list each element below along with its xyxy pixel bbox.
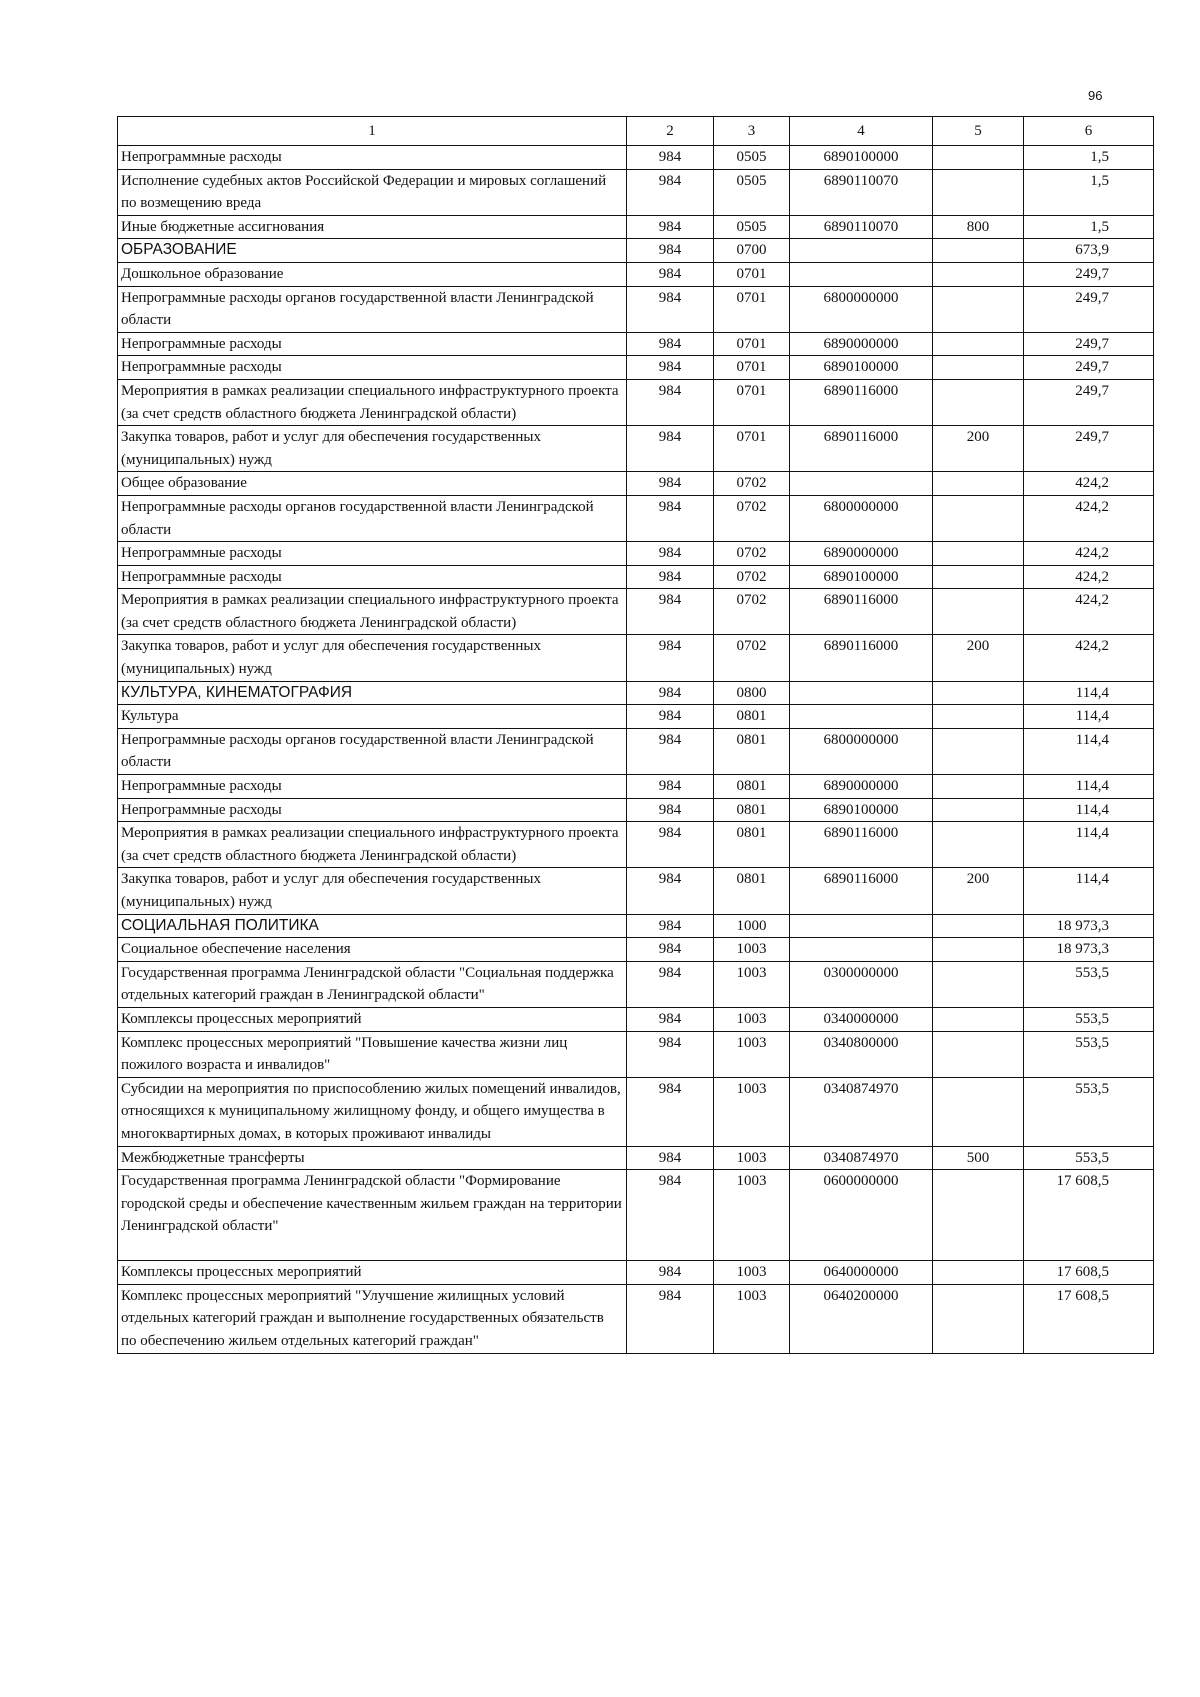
ministry-code-cell: 984 [627, 1077, 714, 1146]
table-row [118, 914, 1154, 938]
expense-type-cell [933, 705, 1024, 729]
amount-cell: 249,7 [1024, 426, 1154, 472]
ministry-code-cell: 984 [627, 1261, 714, 1285]
amount-cell: 249,7 [1024, 332, 1154, 356]
table-row [118, 146, 1154, 170]
expense-type-cell [933, 379, 1024, 425]
item-name-cell: Непрограммные расходы [118, 775, 627, 799]
expense-type-cell [933, 681, 1024, 705]
item-name-cell: Закупка товаров, работ и услуг для обеспечения государственных (муниципальных) нужд [118, 868, 627, 914]
table-row [118, 472, 1154, 496]
target-article-cell: 0640200000 [790, 1284, 933, 1353]
table-row [118, 426, 1154, 472]
target-article-cell [790, 262, 933, 286]
amount-cell: 114,4 [1024, 728, 1154, 774]
table-row [118, 1170, 1154, 1261]
expense-type-cell [933, 1077, 1024, 1146]
section-code-cell: 0702 [714, 472, 790, 496]
table-header-row [118, 117, 1154, 146]
table-row [118, 542, 1154, 566]
section-code-cell: 0505 [714, 215, 790, 239]
table-row [118, 332, 1154, 356]
target-article-cell [790, 472, 933, 496]
target-article-cell: 6890116000 [790, 868, 933, 914]
target-article-cell: 6890116000 [790, 589, 933, 635]
section-code-cell: 0702 [714, 635, 790, 681]
section-code-cell: 0801 [714, 868, 790, 914]
target-article-cell: 6890116000 [790, 426, 933, 472]
amount-cell: 424,2 [1024, 495, 1154, 541]
amount-cell: 17 608,5 [1024, 1284, 1154, 1353]
expense-type-cell [933, 472, 1024, 496]
ministry-code-cell: 984 [627, 728, 714, 774]
table-row [118, 822, 1154, 868]
amount-cell: 553,5 [1024, 961, 1154, 1007]
section-code-cell: 0800 [714, 681, 790, 705]
item-name-cell: Иные бюджетные ассигнования [118, 215, 627, 239]
expense-type-cell [933, 1170, 1024, 1261]
section-code-cell: 0801 [714, 705, 790, 729]
section-code-cell: 1003 [714, 1077, 790, 1146]
table-row [118, 938, 1154, 962]
ministry-code-cell: 984 [627, 961, 714, 1007]
amount-cell: 553,5 [1024, 1077, 1154, 1146]
item-name-cell: Общее образование [118, 472, 627, 496]
amount-cell: 114,4 [1024, 681, 1154, 705]
expense-type-cell [933, 356, 1024, 380]
ministry-code-cell: 984 [627, 1170, 714, 1261]
ministry-code-cell: 984 [627, 472, 714, 496]
ministry-code-cell: 984 [627, 239, 714, 263]
ministry-code-cell: 984 [627, 868, 714, 914]
table-row [118, 356, 1154, 380]
amount-cell: 249,7 [1024, 356, 1154, 380]
ministry-code-cell: 984 [627, 635, 714, 681]
section-code-cell: 0700 [714, 239, 790, 263]
item-name-cell: Непрограммные расходы [118, 565, 627, 589]
expense-type-cell [933, 822, 1024, 868]
section-code-cell: 0505 [714, 146, 790, 170]
table-row [118, 169, 1154, 215]
item-name-cell: Межбюджетные трансферты [118, 1146, 627, 1170]
target-article-cell: 6800000000 [790, 286, 933, 332]
item-name-cell: Государственная программа Ленинградской области "Социальная поддержка отдельных категорий граждан в Ленинградской области" [118, 961, 627, 1007]
item-name-cell: Субсидии на мероприятия по приспособлению жилых помещений инвалидов, относящихся к муниципальному жилищному фонду, и общего имущества в многоквартирных домах, в которых проживают инвалиды [118, 1077, 627, 1146]
ministry-code-cell: 984 [627, 1284, 714, 1353]
item-name-cell: Комплексы процессных мероприятий [118, 1007, 627, 1031]
table-row [118, 681, 1154, 705]
item-name-cell: Дошкольное образование [118, 262, 627, 286]
ministry-code-cell: 984 [627, 775, 714, 799]
expense-type-cell [933, 239, 1024, 263]
expense-type-cell [933, 798, 1024, 822]
target-article-cell: 6890000000 [790, 775, 933, 799]
amount-cell: 1,5 [1024, 146, 1154, 170]
section-code-cell: 0702 [714, 565, 790, 589]
target-article-cell [790, 938, 933, 962]
amount-cell: 17 608,5 [1024, 1261, 1154, 1285]
section-code-cell: 1003 [714, 1007, 790, 1031]
column-header: 4 [790, 117, 933, 146]
item-name-cell: Непрограммные расходы [118, 356, 627, 380]
section-code-cell: 0801 [714, 775, 790, 799]
table-row [118, 635, 1154, 681]
table-row [118, 1077, 1154, 1146]
expense-type-cell [933, 1007, 1024, 1031]
column-header: 2 [627, 117, 714, 146]
item-name-cell: Мероприятия в рамках реализации специального инфраструктурного проекта (за счет средств областного бюджета Ленинградской области) [118, 822, 627, 868]
ministry-code-cell: 984 [627, 332, 714, 356]
target-article-cell: 0340000000 [790, 1007, 933, 1031]
ministry-code-cell: 984 [627, 379, 714, 425]
section-code-cell: 1003 [714, 1146, 790, 1170]
table-row [118, 262, 1154, 286]
section-code-cell: 0701 [714, 356, 790, 380]
table-row [118, 798, 1154, 822]
ministry-code-cell: 984 [627, 1031, 714, 1077]
amount-cell: 114,4 [1024, 705, 1154, 729]
item-name-cell: Непрограммные расходы [118, 798, 627, 822]
expense-type-cell [933, 775, 1024, 799]
ministry-code-cell: 984 [627, 286, 714, 332]
page-number: 96 [1088, 88, 1103, 103]
ministry-code-cell: 984 [627, 262, 714, 286]
expense-type-cell [933, 286, 1024, 332]
column-header: 5 [933, 117, 1024, 146]
section-code-cell: 1003 [714, 1261, 790, 1285]
expense-type-cell: 200 [933, 635, 1024, 681]
target-article-cell: 6890100000 [790, 798, 933, 822]
amount-cell: 1,5 [1024, 215, 1154, 239]
item-name-cell: Мероприятия в рамках реализации специального инфраструктурного проекта (за счет средств областного бюджета Ленинградской области) [118, 589, 627, 635]
item-name-cell: Непрограммные расходы [118, 146, 627, 170]
target-article-cell: 0340800000 [790, 1031, 933, 1077]
amount-cell: 553,5 [1024, 1146, 1154, 1170]
ministry-code-cell: 984 [627, 426, 714, 472]
section-code-cell: 0801 [714, 728, 790, 774]
amount-cell: 673,9 [1024, 239, 1154, 263]
target-article-cell: 6890000000 [790, 542, 933, 566]
target-article-cell: 6890116000 [790, 822, 933, 868]
target-article-cell: 6890116000 [790, 379, 933, 425]
column-header: 6 [1024, 117, 1154, 146]
table-row [118, 1146, 1154, 1170]
table-row [118, 239, 1154, 263]
ministry-code-cell: 984 [627, 938, 714, 962]
section-code-cell: 0801 [714, 798, 790, 822]
item-name-cell: Непрограммные расходы органов государственной власти Ленинградской области [118, 286, 627, 332]
column-header: 3 [714, 117, 790, 146]
expense-type-cell [933, 914, 1024, 938]
section-code-cell: 0701 [714, 332, 790, 356]
item-name-cell: Непрограммные расходы органов государственной власти Ленинградской области [118, 495, 627, 541]
amount-cell: 18 973,3 [1024, 938, 1154, 962]
target-article-cell [790, 914, 933, 938]
table-row [118, 728, 1154, 774]
ministry-code-cell: 984 [627, 1007, 714, 1031]
section-code-cell: 0505 [714, 169, 790, 215]
table-body [118, 146, 1154, 1354]
column-header: 1 [118, 117, 627, 146]
item-name-cell: Непрограммные расходы органов государственной власти Ленинградской области [118, 728, 627, 774]
expense-type-cell [933, 332, 1024, 356]
table-row [118, 1031, 1154, 1077]
target-article-cell [790, 239, 933, 263]
table-row [118, 775, 1154, 799]
expense-type-cell [933, 542, 1024, 566]
table-row [118, 1007, 1154, 1031]
expense-type-cell: 200 [933, 426, 1024, 472]
table-row [118, 286, 1154, 332]
table-row [118, 589, 1154, 635]
table-row [118, 868, 1154, 914]
amount-cell: 249,7 [1024, 262, 1154, 286]
section-code-cell: 0701 [714, 426, 790, 472]
target-article-cell: 6890100000 [790, 565, 933, 589]
ministry-code-cell: 984 [627, 356, 714, 380]
table-row [118, 705, 1154, 729]
item-name-cell: Закупка товаров, работ и услуг для обеспечения государственных (муниципальных) нужд [118, 635, 627, 681]
amount-cell: 424,2 [1024, 635, 1154, 681]
target-article-cell: 0600000000 [790, 1170, 933, 1261]
ministry-code-cell: 984 [627, 542, 714, 566]
item-name-cell: Непрограммные расходы [118, 542, 627, 566]
ministry-code-cell: 984 [627, 565, 714, 589]
item-name-cell: ОБРАЗОВАНИЕ [118, 239, 627, 263]
expense-type-cell [933, 262, 1024, 286]
ministry-code-cell: 984 [627, 495, 714, 541]
section-code-cell: 1000 [714, 914, 790, 938]
section-code-cell: 1003 [714, 1031, 790, 1077]
section-code-cell: 0801 [714, 822, 790, 868]
table-row [118, 379, 1154, 425]
section-code-cell: 1003 [714, 1284, 790, 1353]
item-name-cell: Исполнение судебных актов Российской Федерации и мировых соглашений по возмещению вреда [118, 169, 627, 215]
section-code-cell: 1003 [714, 938, 790, 962]
ministry-code-cell: 984 [627, 705, 714, 729]
ministry-code-cell: 984 [627, 215, 714, 239]
section-code-cell: 1003 [714, 961, 790, 1007]
item-name-cell: СОЦИАЛЬНАЯ ПОЛИТИКА [118, 914, 627, 938]
expense-type-cell: 800 [933, 215, 1024, 239]
ministry-code-cell: 984 [627, 146, 714, 170]
amount-cell: 424,2 [1024, 472, 1154, 496]
expense-type-cell: 200 [933, 868, 1024, 914]
target-article-cell: 6800000000 [790, 728, 933, 774]
amount-cell: 114,4 [1024, 868, 1154, 914]
ministry-code-cell: 984 [627, 822, 714, 868]
section-code-cell: 0702 [714, 542, 790, 566]
expense-type-cell [933, 938, 1024, 962]
expense-type-cell [933, 1284, 1024, 1353]
amount-cell: 114,4 [1024, 822, 1154, 868]
item-name-cell: Комплекс процессных мероприятий "Повышение качества жизни лиц пожилого возраста и инвалидов" [118, 1031, 627, 1077]
ministry-code-cell: 984 [627, 1146, 714, 1170]
target-article-cell: 6890000000 [790, 332, 933, 356]
expense-type-cell [933, 1261, 1024, 1285]
amount-cell: 249,7 [1024, 286, 1154, 332]
table-row [118, 215, 1154, 239]
target-article-cell: 6800000000 [790, 495, 933, 541]
item-name-cell: Комплекс процессных мероприятий "Улучшение жилищных условий отдельных категорий граждан и выполнение государственных обязательств по обеспечению жильем отдельных категорий граждан" [118, 1284, 627, 1353]
target-article-cell: 6890116000 [790, 635, 933, 681]
item-name-cell: Закупка товаров, работ и услуг для обеспечения государственных (муниципальных) нужд [118, 426, 627, 472]
ministry-code-cell: 984 [627, 914, 714, 938]
amount-cell: 424,2 [1024, 589, 1154, 635]
amount-cell: 553,5 [1024, 1031, 1154, 1077]
expense-type-cell [933, 1031, 1024, 1077]
table-row [118, 961, 1154, 1007]
section-code-cell: 0701 [714, 286, 790, 332]
target-article-cell [790, 705, 933, 729]
table-row [118, 565, 1154, 589]
table-row [118, 495, 1154, 541]
target-article-cell: 0340874970 [790, 1077, 933, 1146]
section-code-cell: 0701 [714, 379, 790, 425]
expense-type-cell [933, 146, 1024, 170]
target-article-cell: 6890110070 [790, 215, 933, 239]
item-name-cell: Мероприятия в рамках реализации специального инфраструктурного проекта (за счет средств областного бюджета Ленинградской области) [118, 379, 627, 425]
amount-cell: 249,7 [1024, 379, 1154, 425]
expense-type-cell [933, 565, 1024, 589]
item-name-cell: Непрограммные расходы [118, 332, 627, 356]
item-name-cell: Комплексы процессных мероприятий [118, 1261, 627, 1285]
section-code-cell: 0702 [714, 495, 790, 541]
target-article-cell: 6890110070 [790, 169, 933, 215]
section-code-cell: 0701 [714, 262, 790, 286]
ministry-code-cell: 984 [627, 681, 714, 705]
amount-cell: 424,2 [1024, 542, 1154, 566]
target-article-cell: 0340874970 [790, 1146, 933, 1170]
section-code-cell: 0702 [714, 589, 790, 635]
item-name-cell: Социальное обеспечение населения [118, 938, 627, 962]
target-article-cell: 6890100000 [790, 356, 933, 380]
expense-type-cell [933, 589, 1024, 635]
ministry-code-cell: 984 [627, 169, 714, 215]
expense-type-cell [933, 728, 1024, 774]
ministry-code-cell: 984 [627, 798, 714, 822]
table-row [118, 1284, 1154, 1353]
section-code-cell: 1003 [714, 1170, 790, 1261]
item-name-cell: КУЛЬТУРА, КИНЕМАТОГРАФИЯ [118, 681, 627, 705]
target-article-cell: 0640000000 [790, 1261, 933, 1285]
target-article-cell [790, 681, 933, 705]
item-name-cell: Государственная программа Ленинградской области "Формирование городской среды и обеспечение качественным жильем граждан на территории Ленинградской области" [118, 1170, 627, 1261]
item-name-cell: Культура [118, 705, 627, 729]
table-row [118, 1261, 1154, 1285]
amount-cell: 18 973,3 [1024, 914, 1154, 938]
expense-type-cell [933, 495, 1024, 541]
ministry-code-cell: 984 [627, 589, 714, 635]
amount-cell: 553,5 [1024, 1007, 1154, 1031]
budget-table [117, 116, 1154, 1354]
amount-cell: 114,4 [1024, 775, 1154, 799]
amount-cell: 114,4 [1024, 798, 1154, 822]
target-article-cell: 6890100000 [790, 146, 933, 170]
amount-cell: 1,5 [1024, 169, 1154, 215]
target-article-cell: 0300000000 [790, 961, 933, 1007]
amount-cell: 424,2 [1024, 565, 1154, 589]
amount-cell: 17 608,5 [1024, 1170, 1154, 1261]
expense-type-cell [933, 169, 1024, 215]
expense-type-cell: 500 [933, 1146, 1024, 1170]
expense-type-cell [933, 961, 1024, 1007]
